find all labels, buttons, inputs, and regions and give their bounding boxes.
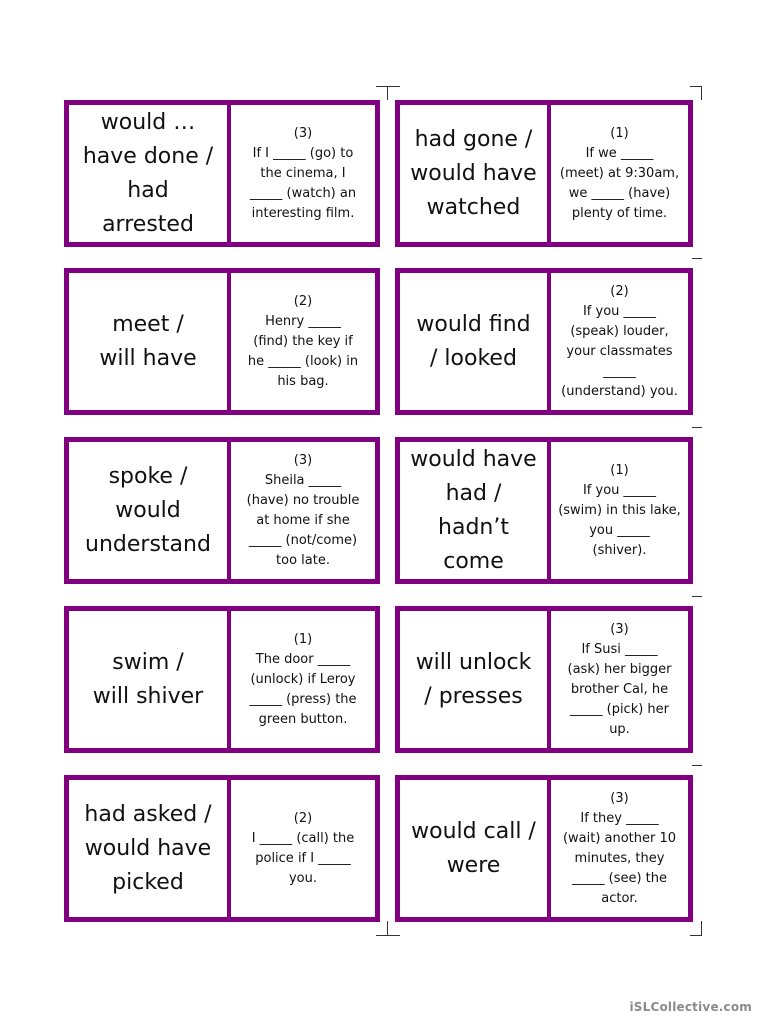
- domino-card: [395, 437, 693, 584]
- card-question: (2) Henry _____ (find) the key if he _____ (look) in his bag.: [247, 293, 359, 389]
- card-question: (1) If we _____ (meet) at 9:30am, we _____ (have) plenty of time.: [559, 125, 680, 221]
- domino-card: [64, 268, 380, 415]
- card-answer: would … have done / had arrested: [69, 105, 231, 242]
- domino-card: [64, 100, 380, 247]
- card-question: (2) I _____ (call) the police if I _____ you.: [251, 810, 355, 886]
- crop-mark: [376, 935, 400, 936]
- domino-card: [395, 268, 693, 415]
- crop-mark: [701, 921, 702, 935]
- site-watermark: iSLCollective.com: [629, 1000, 752, 1014]
- crop-mark: [387, 921, 388, 935]
- card-answer: will unlock / presses: [400, 611, 551, 748]
- card-answer: meet / will have: [69, 273, 231, 410]
- card-answer: would have had / hadn’t come: [400, 442, 551, 579]
- crop-mark: [692, 258, 702, 259]
- domino-card: [395, 100, 693, 247]
- card-question: (3) If they _____ (wait) another 10 minutes, they _____ (see) the actor.: [562, 790, 677, 906]
- crop-mark: [692, 765, 702, 766]
- card-question: (1) If you _____ (swim) in this lake, you _____ (shiver).: [558, 462, 681, 558]
- crop-mark: [376, 86, 400, 87]
- card-question: (3) If Susi _____ (ask) her bigger brother Cal, he _____ (pick) her up.: [567, 621, 672, 737]
- card-answer: spoke / would understand: [69, 442, 231, 579]
- card-answer: had gone / would have watched: [400, 105, 551, 242]
- domino-card: [64, 606, 380, 753]
- crop-mark: [690, 935, 702, 936]
- card-answer: would call / were: [400, 780, 551, 917]
- card-answer: swim / will shiver: [69, 611, 231, 748]
- crop-mark: [692, 427, 702, 428]
- domino-card: [64, 775, 380, 922]
- domino-card: [395, 775, 693, 922]
- card-question: (2) If you _____ (speak) louder, your classmates _____ (understand) you.: [561, 283, 678, 399]
- card-question: (3) If I _____ (go) to the cinema, I _____ (watch) an interesting film.: [249, 125, 357, 221]
- card-question: (1) The door _____ (unlock) if Leroy _____ (press) the green button.: [249, 631, 357, 727]
- crop-mark: [692, 596, 702, 597]
- crop-mark: [387, 86, 388, 100]
- domino-card: [64, 437, 380, 584]
- crop-mark: [701, 86, 702, 100]
- card-answer: would find / looked: [400, 273, 551, 410]
- card-question: (3) Sheila _____ (have) no trouble at home if she _____ (not/come) too late.: [246, 452, 360, 568]
- card-answer: had asked / would have picked: [69, 780, 231, 917]
- domino-card: [395, 606, 693, 753]
